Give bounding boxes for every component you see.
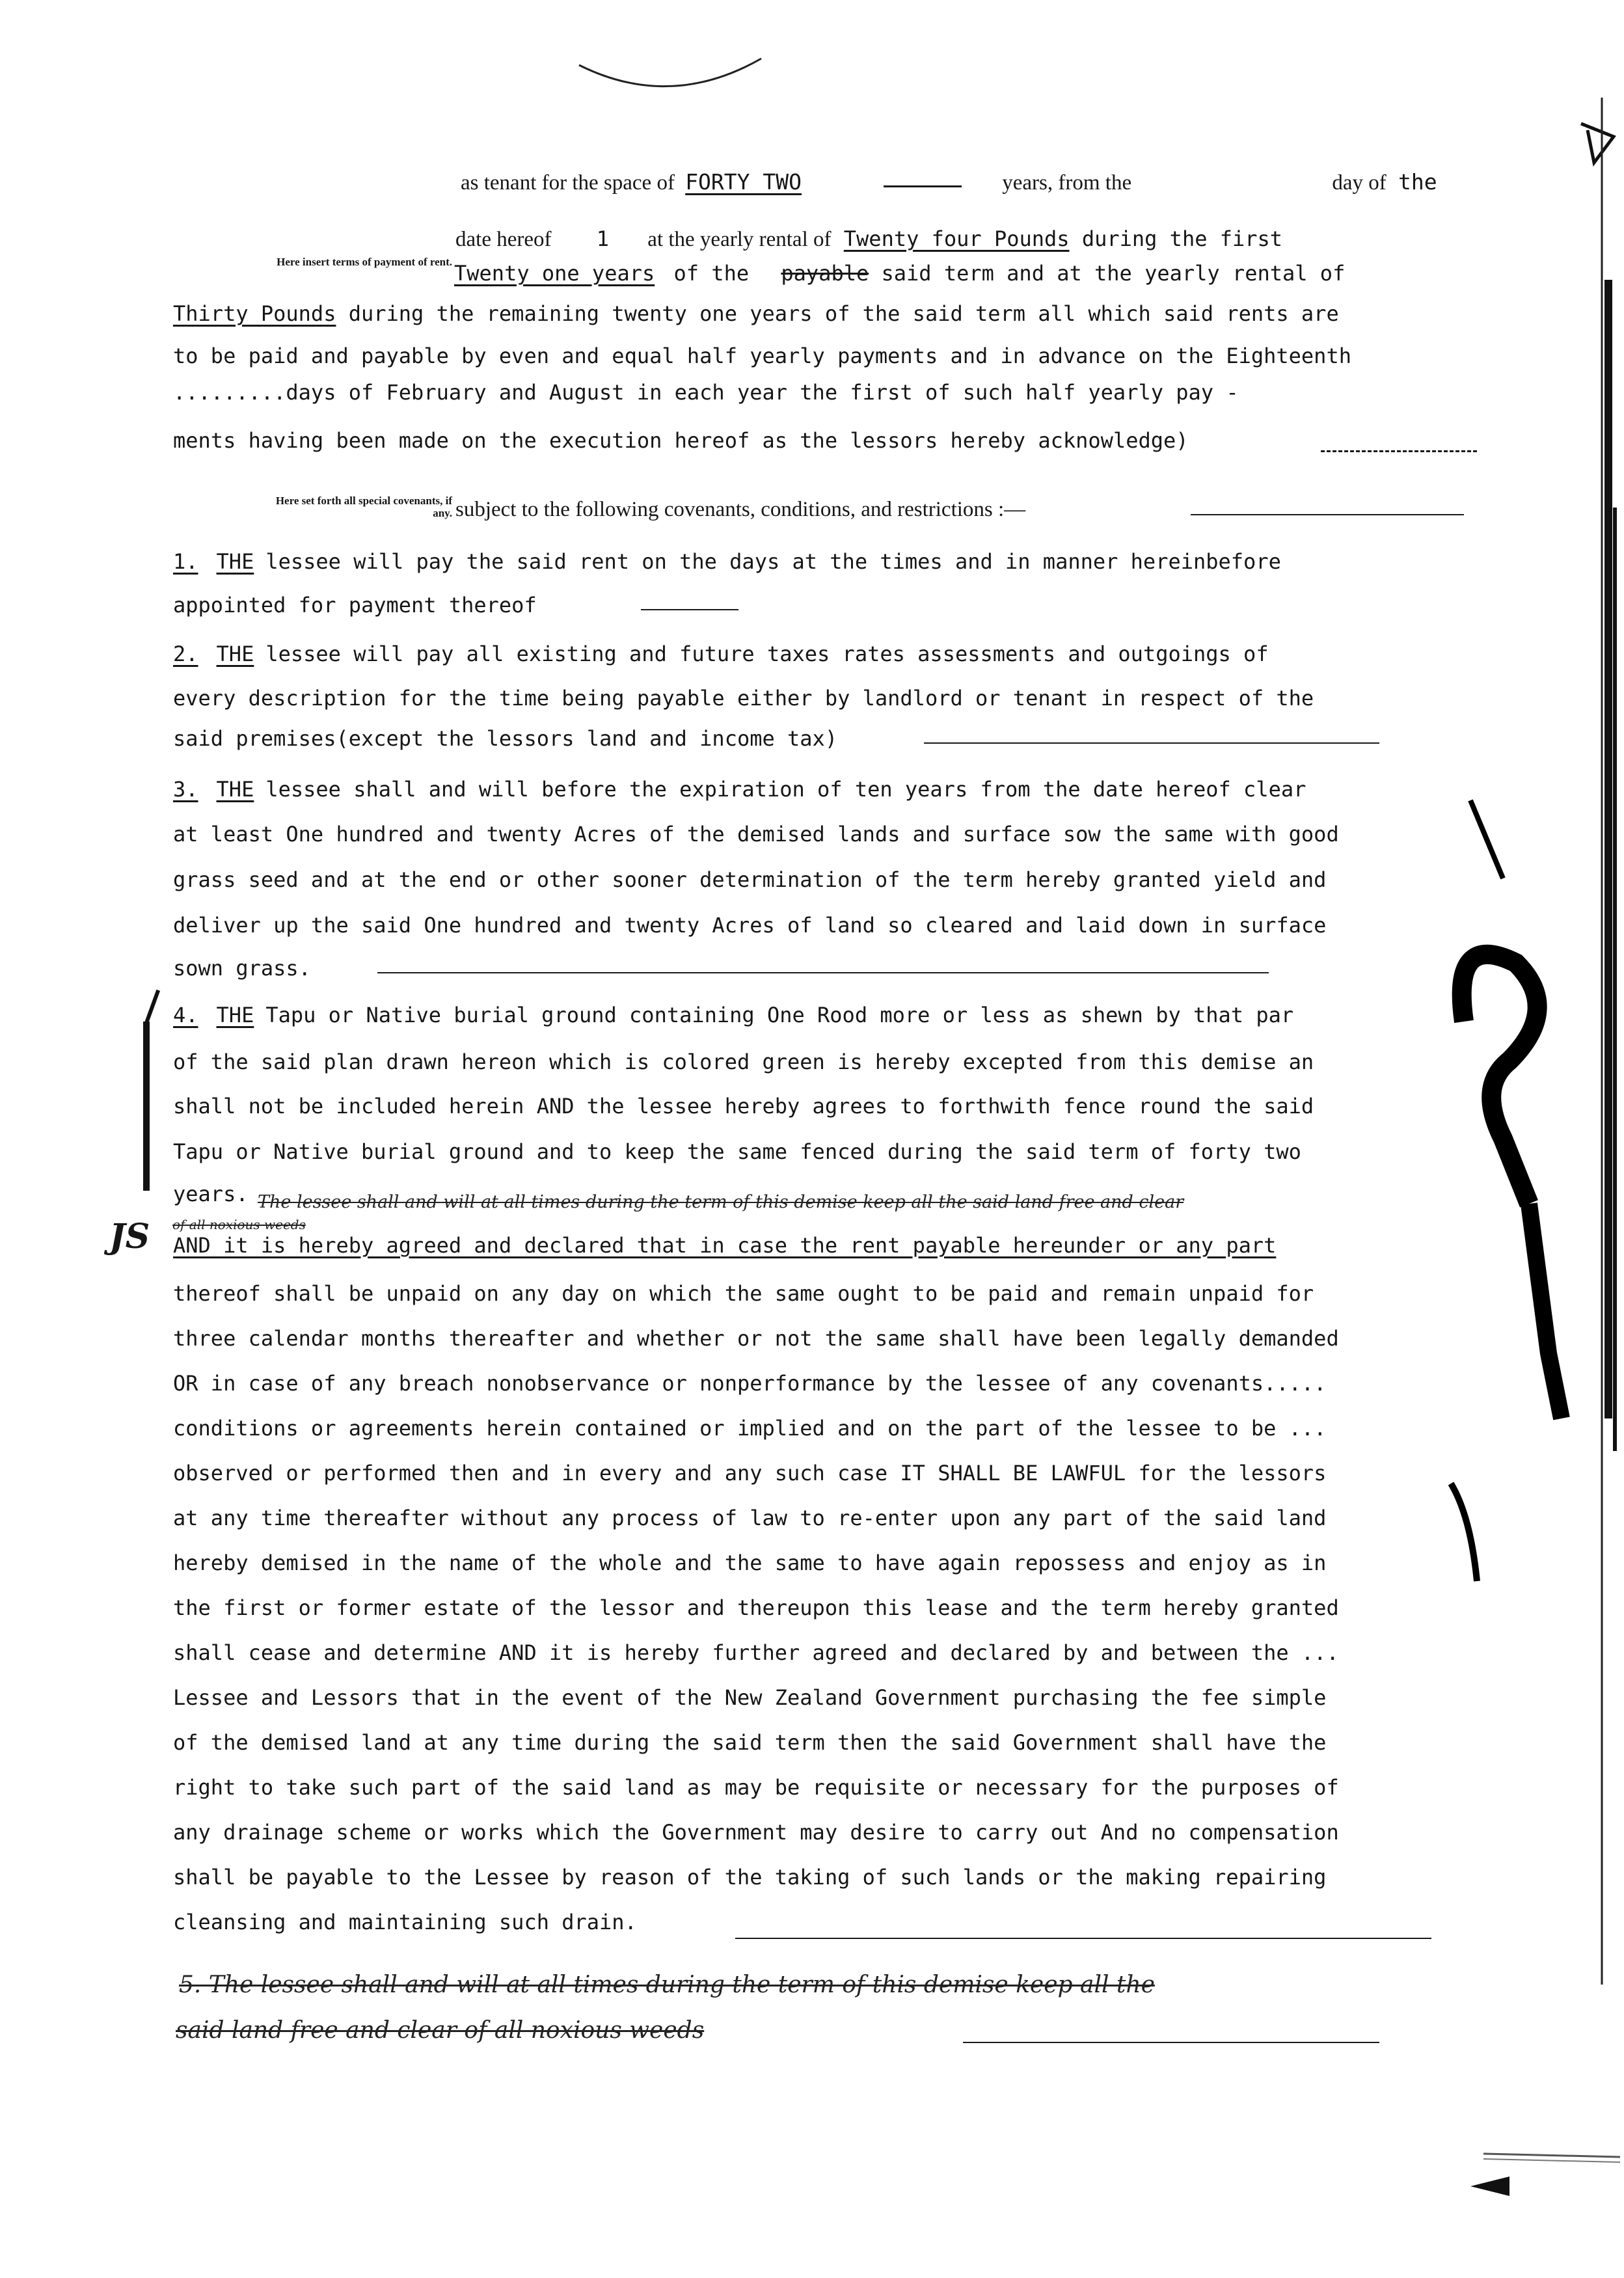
covenant-3-line-1 xyxy=(173,776,1306,802)
opening-line-1 xyxy=(461,169,1437,196)
opening-line-7: ments having been made on the execution hereof as the lessors hereby acknowledge) xyxy=(173,428,1189,453)
proviso-line-1: thereof shall be unpaid on any day on which the same ought to be paid and remain unpaid for xyxy=(173,1281,1314,1306)
margin-initials: JS xyxy=(109,1217,150,1256)
proviso-line-7: hereby demised in the name of the whole and the same to have again repossess and enjoy as in xyxy=(173,1551,1327,1575)
covenant-4-line-1 xyxy=(173,1002,1293,1028)
covenant-text: lessee will pay the said rent on the days at the times and in manner hereinbefore xyxy=(265,549,1281,574)
second-rental-intro: said term and at the yearly rental of xyxy=(881,261,1346,286)
second-rental-amount: Thirty Pounds xyxy=(173,301,336,326)
proviso-line-9: shall cease and determine AND it is hereby further agreed and declared by and between the ... xyxy=(173,1640,1339,1665)
yearly-rental-label: at the yearly rental of xyxy=(647,228,832,251)
opening-line-3 xyxy=(454,260,1345,286)
proviso-line-2: three calendar months thereafter and whether or not the same shall have been legally demanded xyxy=(173,1326,1339,1351)
struck-clause-5-continuation: said land free and clear of all noxious weeds xyxy=(176,2017,705,2044)
term-in-words: FORTY TWO xyxy=(685,169,802,195)
covenant-4-line-4: Tapu or Native burial ground and to keep the same fenced during the said term of forty two xyxy=(173,1139,1301,1164)
proviso-line-8: the first or former estate of the lessor and thereupon this lease and the term hereby granted xyxy=(173,1595,1339,1620)
struck-clause-5: 5. The lessee shall and will at all times during the term of this demise keep all the xyxy=(179,1972,1155,1998)
covenant-3-line-4: deliver up the said One hundred and twenty Acres of land so cleared and laid down in surface xyxy=(173,913,1327,938)
proviso-line-4: conditions or agreements herein contained or implied and on the part of the lessee to be ... xyxy=(173,1416,1327,1441)
covenant-text: Tapu or Native burial ground containing One Rood more or less as shewn by that par xyxy=(265,1003,1294,1027)
proviso-line-12: right to take such part of the said land as may be requisite or necessary for the purposes of xyxy=(173,1775,1339,1800)
right-edge-binding-marks xyxy=(1431,85,1624,2206)
covenant-1-line-1 xyxy=(173,549,1281,575)
covenant-2-line-1 xyxy=(173,641,1269,667)
covenant-number: 2. xyxy=(173,642,198,666)
covenant-2-line-2: every description for the time being payable either by landlord or tenant in respect of the xyxy=(173,686,1314,711)
covenant-4-line-5: years. xyxy=(173,1182,249,1206)
covenant-lead: THE xyxy=(216,642,254,666)
opening-line-2 xyxy=(455,226,1282,252)
covenant-text: lessee will pay all existing and future taxes rates assessments and outgoings of xyxy=(265,642,1269,666)
proviso-line-15: cleansing and maintaining such drain. xyxy=(173,1910,637,1934)
of-the: of the xyxy=(673,261,750,286)
covenant-number: 4. xyxy=(173,1003,198,1027)
covenant-4-line-3: shall not be included herein AND the lessee hereby agrees to forthwith fence round the said xyxy=(173,1094,1314,1119)
covenant-4-line-2: of the said plan drawn hereon which is colored green is hereby excepted from this demise an xyxy=(173,1050,1314,1074)
covenant-1-line-2: appointed for payment thereof xyxy=(173,593,537,617)
covenant-number: 3. xyxy=(173,777,198,802)
covenant-2-line-3: said premises(except the lessors land and income tax) xyxy=(173,726,838,751)
margin-bracket xyxy=(143,1022,150,1191)
covenant-lead: THE xyxy=(216,549,254,574)
heading-rule xyxy=(1191,514,1464,515)
tenant-prefix: as tenant for the space of xyxy=(461,171,675,195)
struck-payable: payable xyxy=(781,261,869,286)
proviso-line-10: Lessee and Lessors that in the event of the New Zealand Government purchasing the fee simple xyxy=(173,1685,1327,1710)
clause-5-end-rule xyxy=(963,2042,1379,2043)
covenant-end-rule xyxy=(924,742,1379,744)
covenant-3-line-3: grass seed and at the end or other sooner determination of the term hereby granted yield and xyxy=(173,867,1327,892)
remaining-term-text: during the remaining twenty one years of the said term all which said rents are xyxy=(348,301,1339,326)
first-term-period: Twenty one years xyxy=(454,261,655,286)
proviso-text: AND it is hereby agreed and declared that in case the rent payable hereunder or any part xyxy=(173,1233,1277,1258)
subject-to-heading: subject to the following covenants, conditions, and restrictions :— xyxy=(455,498,1026,521)
clause-end-rule xyxy=(735,1938,1431,1939)
proviso-line-3: OR in case of any breach nonobservance or nonperformance by the lessee of any covenants..... xyxy=(173,1371,1327,1396)
covenant-number: 1. xyxy=(173,549,198,574)
covenant-3-line-2: at least One hundred and twenty Acres of the demised lands and surface sow the same with good xyxy=(173,822,1339,847)
covenant-end-rule xyxy=(377,972,1269,973)
margin-note-rent-terms: Here insert terms of payment of rent. xyxy=(277,256,452,268)
margin-bracket-tick xyxy=(143,990,160,1027)
proviso-line-6: at any time thereafter without any process of law to re-enter upon any part of the said land xyxy=(173,1506,1327,1530)
first-rental-amount: Twenty four Pounds xyxy=(843,226,1070,251)
proviso-line-5: observed or performed then and in every and any such case IT SHALL BE LAWFUL for the lessors xyxy=(173,1461,1327,1485)
top-fragment-mark xyxy=(573,52,768,104)
proviso-first-line xyxy=(173,1232,1276,1258)
opening-line-6: .........days of February and August in each year the first of such half yearly pay - xyxy=(173,380,1239,405)
covenant-end-rule xyxy=(641,609,738,610)
margin-note-special-covenants: Here set forth all special covenants, if any. xyxy=(275,495,452,519)
day-of: day of xyxy=(1332,171,1387,195)
years-from: years, from the xyxy=(1002,171,1132,195)
the-word: the xyxy=(1398,169,1437,195)
proviso-line-11: of the demised land at any time during the said term then the said Government shall have the xyxy=(173,1730,1327,1755)
during-first: during the first xyxy=(1081,226,1283,251)
covenant-text: lessee shall and will before the expiration of ten years from the date hereof clear xyxy=(265,777,1306,802)
covenant-3-line-5: sown grass. xyxy=(173,956,311,981)
covenant-lead: THE xyxy=(216,1003,254,1027)
blank-mark: 1 xyxy=(596,226,610,251)
struck-handwritten-clause: The lessee shall and will at all times during the term of this demise keep all the said land free and clear xyxy=(258,1192,1184,1212)
date-hereof: date hereof xyxy=(455,228,552,251)
covenant-lead: THE xyxy=(216,777,254,802)
opening-line-4 xyxy=(173,301,1339,327)
proviso-line-14: shall be payable to the Lessee by reason of the taking of such lands or the making repairing xyxy=(173,1865,1327,1890)
blank-line xyxy=(884,185,962,187)
proviso-line-13: any drainage scheme or works which the Government may desire to carry out And no compensation xyxy=(173,1820,1339,1845)
opening-line-5: to be paid and payable by even and equal half yearly payments and in advance on the Eighteenth xyxy=(173,344,1351,368)
struck-handwritten-clause-continuation: of all noxious weeds xyxy=(172,1217,306,1232)
